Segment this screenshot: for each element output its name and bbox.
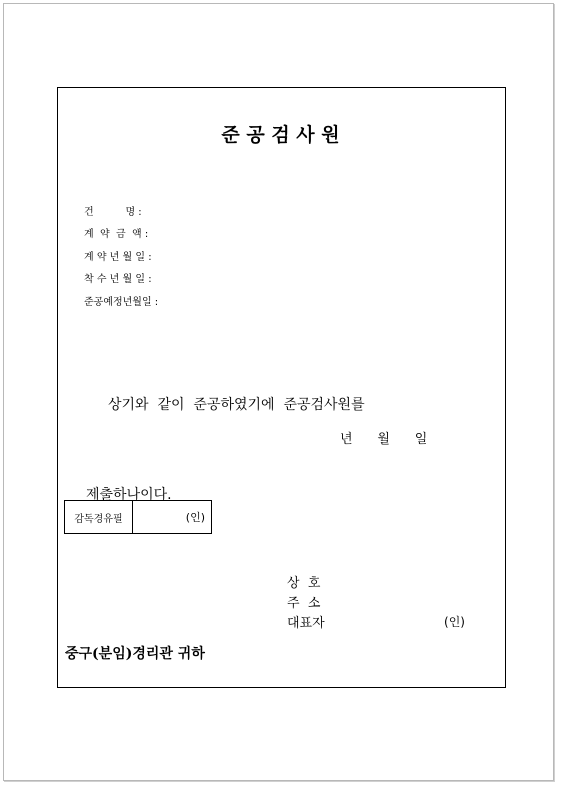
body-line-1: 상기와 같이 준공하였기에 준공검사원를 <box>108 397 365 413</box>
field-project-name: 건 명 : <box>84 206 142 218</box>
body-line-2: 제출하나이다. <box>86 487 172 503</box>
company-seal: (인) <box>444 614 465 629</box>
company-block <box>287 571 477 631</box>
contract-fields <box>84 199 158 312</box>
field-contract-date: 계 약 년 월 일 : <box>84 251 152 263</box>
addressee: 중구(분임)경리관 귀하 <box>65 646 205 662</box>
field-contract-amount: 계 약 금 액 : <box>84 229 149 241</box>
supervisor-box <box>64 500 212 534</box>
date-line: 년 월 일 <box>340 432 428 447</box>
company-rep-label: 대표자 <box>287 615 325 631</box>
supervisor-label: 감독경유필 <box>65 501 133 533</box>
document-title: 준 공 검 사 원 <box>221 124 340 146</box>
company-rep-row <box>287 611 477 631</box>
supervisor-seal: (인) <box>185 511 205 524</box>
company-address-label: 주 소 <box>287 595 321 611</box>
field-start-date: 착 수 년 월 일 : <box>84 274 152 286</box>
field-completion-date: 준공예정년월일 : <box>84 296 159 308</box>
company-name-label: 상 호 <box>287 575 321 591</box>
